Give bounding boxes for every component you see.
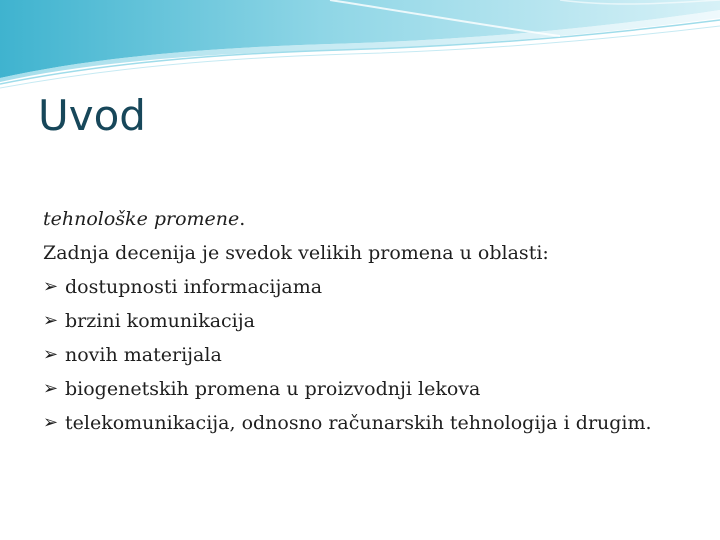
list-item: [43, 270, 683, 304]
subtitle-suffix: .: [239, 208, 246, 230]
bullet-list: [43, 270, 683, 440]
list-item-text: telekomunikacija, odnosno računarskih tehnologija i drugim.: [65, 412, 652, 434]
list-item: [43, 304, 683, 338]
list-item-text: biogenetskih promena u proizvodnji lekova: [65, 378, 481, 400]
list-item-text: dostupnosti informacijama: [65, 276, 323, 298]
slide-body: [43, 202, 683, 440]
arrow-bullet-icon: ➢: [43, 412, 59, 433]
list-item-text: brzini komunikacija: [65, 310, 255, 332]
arrow-bullet-icon: ➢: [43, 276, 59, 297]
arrow-bullet-icon: ➢: [43, 310, 59, 331]
list-item: [43, 372, 683, 406]
arrow-bullet-icon: ➢: [43, 344, 59, 365]
slide-title: Uvod: [38, 91, 146, 140]
top-wave-decoration: [0, 0, 720, 90]
intro-text: Zadnja decenija je svedok velikih promena u oblasti:: [43, 242, 549, 264]
subtitle-text: tehnološke promene: [43, 208, 240, 230]
list-item-text: novih materijala: [65, 344, 222, 366]
list-item: [43, 406, 683, 440]
subtitle-line: [43, 202, 683, 236]
list-item: [43, 338, 683, 372]
arrow-bullet-icon: ➢: [43, 378, 59, 399]
